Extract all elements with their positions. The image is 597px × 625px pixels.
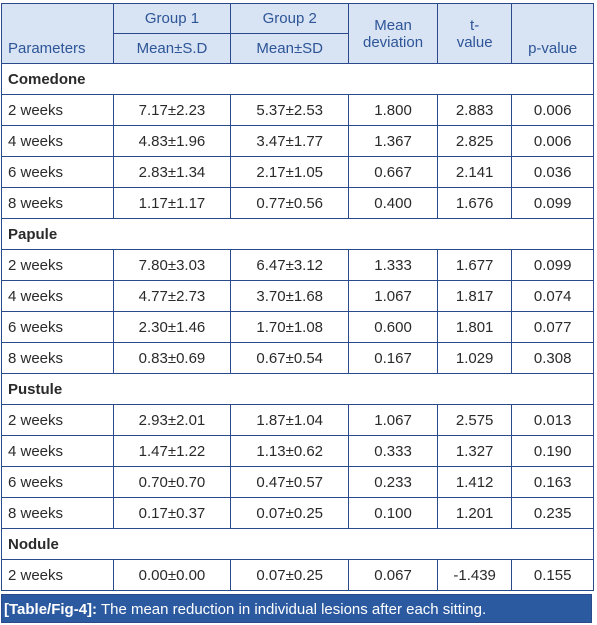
group1-cell: 4.83±1.96 [113,126,231,157]
mean-deviation-cell: 0.100 [349,498,438,529]
table-row [2,343,594,374]
section-label: Papule [2,219,594,250]
section-label: Nodule [2,529,594,560]
col-header-parameters: Parameters [2,4,114,64]
row-label: 8 weeks [2,188,114,219]
p-value-cell: 0.036 [512,157,594,188]
p-value-cell: 0.013 [512,405,594,436]
table-row [2,281,594,312]
t-value-cell: 2.825 [437,126,511,157]
mean-deviation-cell: 1.800 [349,95,438,126]
row-label: 2 weeks [2,95,114,126]
group2-cell: 0.47±0.57 [231,467,349,498]
table-row [2,436,594,467]
header-row-1 [2,4,594,34]
mean-deviation-line1: Mean [374,16,412,34]
group2-cell: 0.67±0.54 [231,343,349,374]
mean-deviation-cell: 1.333 [349,250,438,281]
t-value-cell: 2.141 [437,157,511,188]
p-value-cell: 0.099 [512,188,594,219]
col-header-group1: Group 1 [113,4,231,34]
p-value-cell: 0.077 [512,312,594,343]
caption-tag: [Table/Fig-4]: [4,601,98,618]
p-value-cell: 0.006 [512,126,594,157]
group1-cell: 0.83±0.69 [113,343,231,374]
group1-cell: 1.47±1.22 [113,436,231,467]
table-row [2,498,594,529]
group1-cell: 0.17±0.37 [113,498,231,529]
p-value-cell: 0.006 [512,95,594,126]
table-body [2,64,594,591]
group1-cell: 2.93±2.01 [113,405,231,436]
mean-deviation-cell: 1.067 [349,405,438,436]
row-label: 6 weeks [2,467,114,498]
group2-cell: 0.07±0.25 [231,560,349,591]
section-label: Comedone [2,64,594,95]
group1-cell: 7.17±2.23 [113,95,231,126]
section-row [2,529,594,560]
table-row [2,560,594,591]
group2-cell: 3.47±1.77 [231,126,349,157]
group2-cell: 1.70±1.08 [231,312,349,343]
table-row [2,467,594,498]
mean-deviation-cell: 0.400 [349,188,438,219]
section-row [2,64,594,95]
col-header-mean-deviation [349,4,438,64]
group2-cell: 0.77±0.56 [231,188,349,219]
section-row [2,374,594,405]
t-value-cell: 1.677 [437,250,511,281]
table-row [2,250,594,281]
caption-text: The mean reduction in individual lesions after each sitting. [97,601,487,618]
figure-caption [1,594,592,623]
mean-deviation-cell: 0.067 [349,560,438,591]
p-value-cell: 0.163 [512,467,594,498]
t-value-cell: 1.817 [437,281,511,312]
group1-cell: 0.00±0.00 [113,560,231,591]
p-value-cell: 0.190 [512,436,594,467]
col-header-group1-sub: Mean±S.D [113,34,231,64]
table-row [2,95,594,126]
mean-deviation-cell: 0.600 [349,312,438,343]
table-row [2,405,594,436]
mean-deviation-cell: 0.233 [349,467,438,498]
p-value-cell: 0.235 [512,498,594,529]
col-header-p-value: p-value [512,4,594,64]
row-label: 4 weeks [2,436,114,467]
section-row [2,219,594,250]
table-row [2,126,594,157]
table-row [2,312,594,343]
col-header-group2: Group 2 [231,4,349,34]
p-value-cell: 0.099 [512,250,594,281]
t-value-cell: 1.327 [437,436,511,467]
p-value-cell: 0.074 [512,281,594,312]
row-label: 2 weeks [2,560,114,591]
t-value-cell: 2.883 [437,95,511,126]
col-header-t-value [437,4,511,64]
results-table [1,3,594,591]
row-label: 8 weeks [2,343,114,374]
group1-cell: 1.17±1.17 [113,188,231,219]
t-value-cell: -1.439 [437,560,511,591]
group2-cell: 2.17±1.05 [231,157,349,188]
group1-cell: 2.83±1.34 [113,157,231,188]
mean-deviation-cell: 0.167 [349,343,438,374]
section-label: Pustule [2,374,594,405]
col-header-group2-sub: Mean±SD [231,34,349,64]
mean-deviation-cell: 0.667 [349,157,438,188]
group1-cell: 4.77±2.73 [113,281,231,312]
t-value-line2: value [456,33,493,51]
group1-cell: 7.80±3.03 [113,250,231,281]
group2-cell: 0.07±0.25 [231,498,349,529]
table-row [2,157,594,188]
mean-deviation-cell: 0.333 [349,436,438,467]
t-value-line1: t- [470,16,480,34]
mean-deviation-line2: deviation [363,33,424,51]
group1-cell: 0.70±0.70 [113,467,231,498]
group2-cell: 1.87±1.04 [231,405,349,436]
p-value-cell: 0.155 [512,560,594,591]
row-label: 8 weeks [2,498,114,529]
group2-cell: 5.37±2.53 [231,95,349,126]
t-value-cell: 1.029 [437,343,511,374]
p-value-cell: 0.308 [512,343,594,374]
group2-cell: 6.47±3.12 [231,250,349,281]
table-row [2,188,594,219]
t-value-cell: 1.201 [437,498,511,529]
t-value-cell: 2.575 [437,405,511,436]
group1-cell: 2.30±1.46 [113,312,231,343]
row-label: 6 weeks [2,312,114,343]
t-value-cell: 1.412 [437,467,511,498]
t-value-cell: 1.801 [437,312,511,343]
row-label: 6 weeks [2,157,114,188]
group2-cell: 1.13±0.62 [231,436,349,467]
row-label: 2 weeks [2,250,114,281]
mean-deviation-cell: 1.067 [349,281,438,312]
row-label: 4 weeks [2,281,114,312]
row-label: 2 weeks [2,405,114,436]
group2-cell: 3.70±1.68 [231,281,349,312]
t-value-cell: 1.676 [437,188,511,219]
mean-deviation-cell: 1.367 [349,126,438,157]
row-label: 4 weeks [2,126,114,157]
